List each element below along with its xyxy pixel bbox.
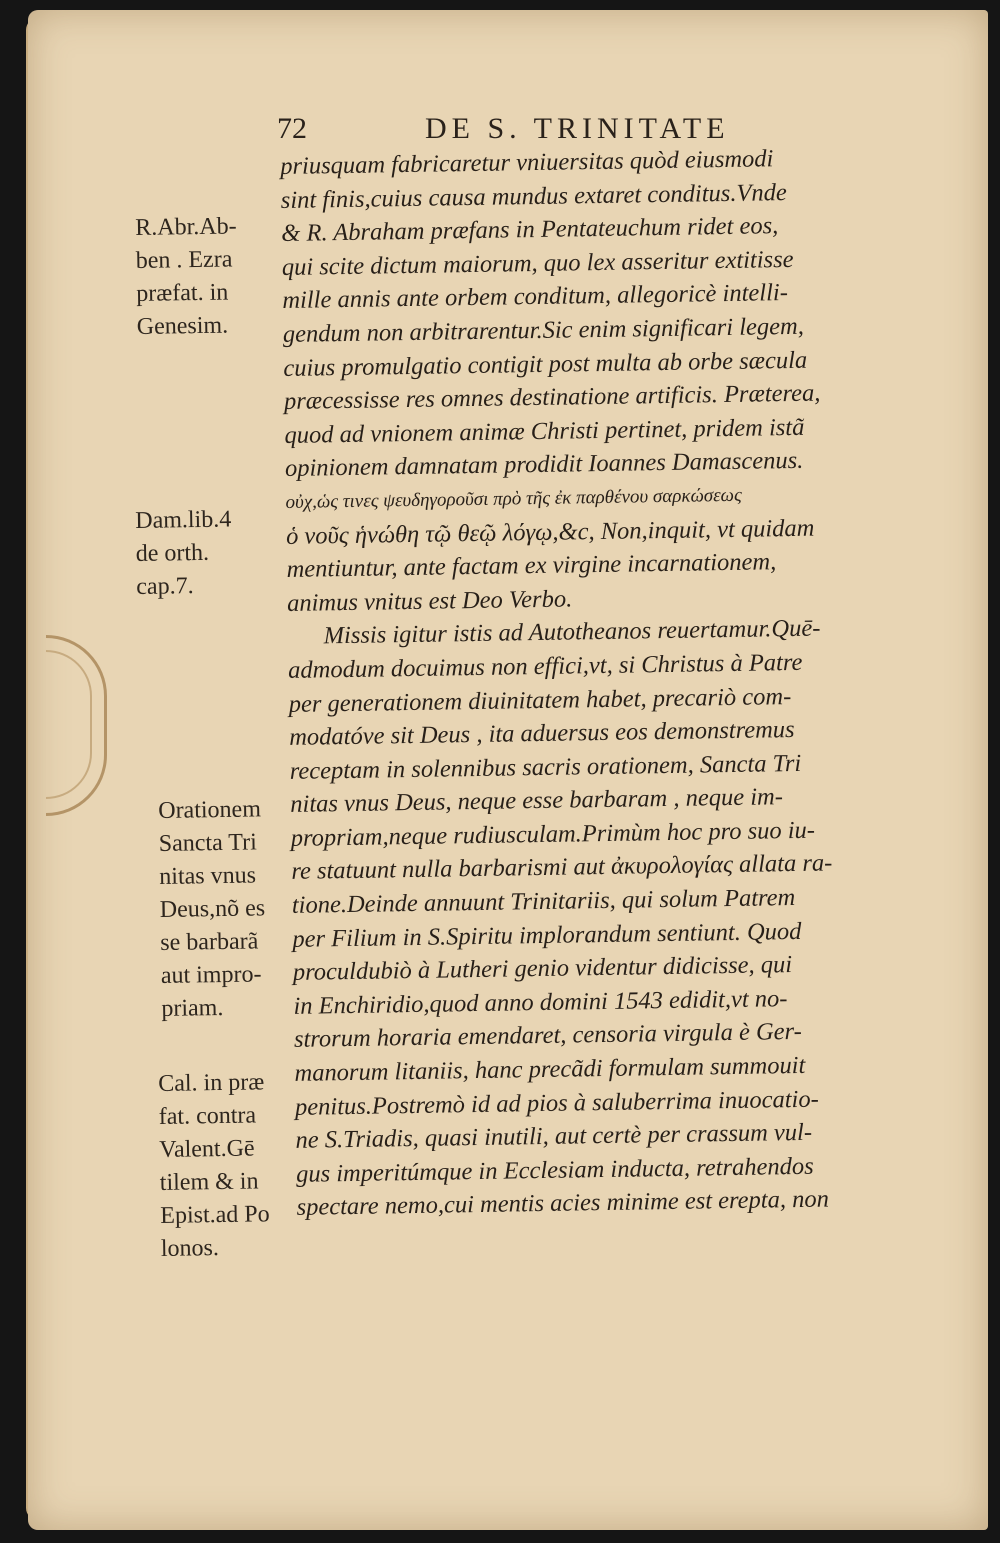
margin-note-line: fat. contra <box>158 1102 257 1130</box>
text-line: sint finis,cuius causa mundus extaret conditus.Vnde <box>280 178 787 214</box>
text-line: propriam,neque rudiusculam.Primùm hoc pro suo iu- <box>290 816 816 852</box>
text-line: admodum docuimus non effici,vt, si Christus à Patre <box>287 648 803 684</box>
text-line: mentiuntur, ante factam ex virgine incarnationem, <box>286 548 777 584</box>
margin-note-line: lonos. <box>160 1235 220 1262</box>
text-line: mille annis ante orbem conditum, allegoricè intelli- <box>282 279 789 315</box>
text-line: qui scite dictum maiorum, quo lex asseritur extitisse <box>281 245 794 281</box>
margin-note-line: priam. <box>161 995 224 1022</box>
text-line: opinionem damnatam prodidit Ioannes Damascenus. <box>284 447 804 483</box>
text-line: re statuunt nulla barbarismi aut ἀκυρολογίας allata ra- <box>291 849 833 886</box>
margin-note-line: Epist.ad Po <box>160 1201 270 1229</box>
margin-note-calvin <box>158 1066 270 1266</box>
margin-note-line: se barbarã <box>160 928 259 956</box>
clasp-inner-mark <box>46 650 92 799</box>
margin-note-line: Dam.lib.4 <box>135 506 232 534</box>
text-line: per generationem diuinitatem habet, precariò com- <box>288 682 792 718</box>
text-line: strorum horaria emendaret, censoria virgula è Ger- <box>293 1018 802 1054</box>
margin-note-line: præfat. in <box>136 279 229 307</box>
text-line: gendum non arbitrarentur.Sic enim significari legem, <box>282 312 805 348</box>
text-line: tione.Deinde annuunt Trinitariis, qui solum Patrem <box>291 884 796 919</box>
text-line: per Filium in S.Spiritu implorandum sentiunt. Quod <box>292 917 802 953</box>
text-line: spectare nemo,cui mentis acies minime est erepta, non <box>296 1185 830 1222</box>
margin-note-line: Valent.Gē <box>159 1135 255 1163</box>
main-text-block <box>280 139 977 1225</box>
margin-note-line: nitas vnus <box>159 862 257 890</box>
text-line: ne S.Triadis, quasi inutili, aut certè per crassum vul- <box>295 1118 813 1155</box>
margin-note-line: tilem & in <box>159 1168 259 1196</box>
text-line: in Enchiridio,quod anno domini 1543 edidit,vt no- <box>293 984 788 1020</box>
paragraph-start-line: Missis igitur istis ad Autotheanos reuertamur.Quē- <box>323 614 821 650</box>
text-line: modatóve sit Deus , ita aduersus eos demonstremus <box>289 716 795 752</box>
text-line: receptam in solennibus sacris orationem, Sancta Tri <box>289 749 802 785</box>
text-line: animus vnitus est Deo Verbo. <box>286 585 573 617</box>
margin-note-line: ben . Ezra <box>135 246 233 274</box>
running-title: DE S. TRINITATE <box>425 112 730 145</box>
page-number: 72 <box>277 112 307 145</box>
text-line: manorum litaniis, hanc precãdi formulam summouit <box>294 1051 806 1087</box>
text-line: & R. Abraham præfans in Pentateuchum ridet eos, <box>281 212 779 248</box>
text-line: nitas vnus Deus, neque esse barbaram , neque im- <box>290 783 784 819</box>
text-line: ὁ νοῦς ἡνώθη τῷ θεῷ λόγῳ,&c, Non,inquit, vt quidam <box>285 514 815 550</box>
margin-note-line: cap.7. <box>136 573 194 600</box>
margin-note-line: Cal. in præ <box>158 1069 265 1097</box>
text-line: gus imperitúmque in Ecclesiam inducta, retrahendos <box>295 1152 814 1188</box>
margin-note-line: Genesim. <box>136 312 229 340</box>
margin-note-abraham <box>135 210 238 344</box>
margin-note-line: de orth. <box>135 539 210 567</box>
text-line: proculdubiò à Lutheri genio videntur didicisse, qui <box>292 951 793 987</box>
text-line: præcessisse res omnes destinatione artificis. Præterea, <box>283 379 821 416</box>
greek-quote-line: οὐχ,ὡς τινες ψευδηγοροῦσι πρὸ τῆς ἐκ παρθένου σαρκώσεως <box>285 484 742 513</box>
text-line: quod ad vnionem animæ Christi pertinet, pridem istã <box>284 413 805 449</box>
text-line: priusquam fabricaretur vniuersitas quòd eiusmodi <box>280 145 774 180</box>
text-line: cuius promulgatio contigit post multa ab orbe sæcula <box>283 346 808 382</box>
margin-note-line: aut impro- <box>160 961 262 989</box>
margin-note-line: Orationem <box>158 796 262 824</box>
margin-note-damascenus <box>135 503 233 603</box>
margin-note-orationem <box>158 793 267 1026</box>
margin-note-line: R.Abr.Ab- <box>135 213 237 241</box>
margin-note-line: Sancta Tri <box>158 829 257 857</box>
text-line: penitus.Postremò id ad pios à saluberrima inuocatio- <box>294 1085 819 1121</box>
margin-note-line: Deus,nõ es <box>159 895 266 923</box>
